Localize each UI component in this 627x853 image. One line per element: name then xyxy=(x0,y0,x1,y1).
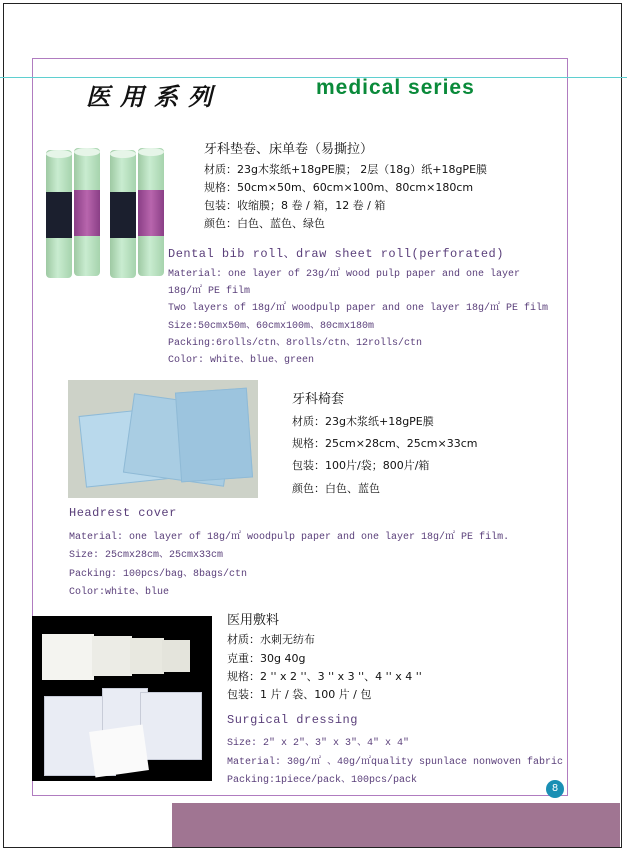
footer-bar xyxy=(172,803,620,847)
product3-line-cn: 材质：水刺无纺布 xyxy=(227,633,315,646)
product2-line-cn: 颜色：白色、蓝色 xyxy=(292,482,380,495)
product3-line-en: Packing:1piece/pack、100pcs/pack xyxy=(227,775,418,786)
product3-title-en: Surgical dressing xyxy=(227,713,358,727)
product1-line-en: Two layers of 18g/㎡ woodpulp paper and one layer 18g/㎡ PE film xyxy=(168,303,549,314)
product2-line-en: Size: 25cmx28cm、25cmx33cm xyxy=(69,550,224,561)
product1-line-en: Material: one layer of 23g/㎡ wood pulp paper and one layer xyxy=(168,269,521,280)
product2-title-en: Headrest cover xyxy=(69,506,177,520)
product1-line-cn: 颜色：白色、蓝色、绿色 xyxy=(204,217,325,230)
headrest-cover-image xyxy=(68,380,258,498)
dental-bib-roll-image xyxy=(40,144,166,284)
product2-line-en: Material: one layer of 18g/㎡ woodpulp paper and one layer 18g/㎡ PE film. xyxy=(69,532,510,543)
page-title-en: medical series xyxy=(316,76,475,99)
product1-line-cn: 材质：23g木浆纸+18gPE膜； 2层（18g）纸+18gPE膜 xyxy=(204,163,488,176)
product2-line-cn: 包装：100片/袋；800片/箱 xyxy=(292,459,430,472)
product1-line-cn: 规格：50cm×50m、60cm×100m、80cm×180cm xyxy=(204,181,474,194)
product3-title-cn: 医用敷料 xyxy=(227,613,280,628)
page-number-badge: 8 xyxy=(546,780,564,798)
product1-title-cn: 牙科垫卷、床单卷（易撕拉） xyxy=(204,142,374,157)
product1-line-cn: 包装：收缩膜；8 卷 / 箱，12 卷 / 箱 xyxy=(204,199,386,212)
product2-line-cn: 材质：23g木浆纸+18gPE膜 xyxy=(292,415,434,428)
product1-title-en: Dental bib roll、draw sheet roll(perforated) xyxy=(168,247,504,261)
product1-line-en: Packing:6rolls/ctn、8rolls/ctn、12rolls/ctn xyxy=(168,338,423,349)
surgical-dressing-image xyxy=(32,616,212,781)
product3-line-cn: 克重：30g 40g xyxy=(227,652,306,665)
product3-line-cn: 包装：1 片 / 袋、100 片 / 包 xyxy=(227,688,372,701)
product2-line-en: Color:white、blue xyxy=(69,587,170,598)
product3-line-cn: 规格：2 '' x 2 ''、3 '' x 3 ''、4 '' x 4 '' xyxy=(227,670,422,683)
product2-title-cn: 牙科椅套 xyxy=(292,392,345,407)
product2-line-en: Packing: 100pcs/bag、8bags/ctn xyxy=(69,569,248,580)
page-title-cn: 医用系列 xyxy=(86,82,222,111)
product1-line-en: Color: white、blue、green xyxy=(168,355,315,366)
product2-line-cn: 规格：25cm×28cm、25cm×33cm xyxy=(292,437,478,450)
product1-line-en: Size:50cmx50m、60cmx100m、80cmx180m xyxy=(168,321,375,332)
product1-line-en: 18g/㎡ PE film xyxy=(168,286,251,297)
product3-line-en: Size: 2" x 2"、3" x 3"、4" x 4" xyxy=(227,738,410,749)
product3-line-en: Material: 30g/㎡ 、40g/㎡quality spunlace nonwoven fabric xyxy=(227,757,564,768)
